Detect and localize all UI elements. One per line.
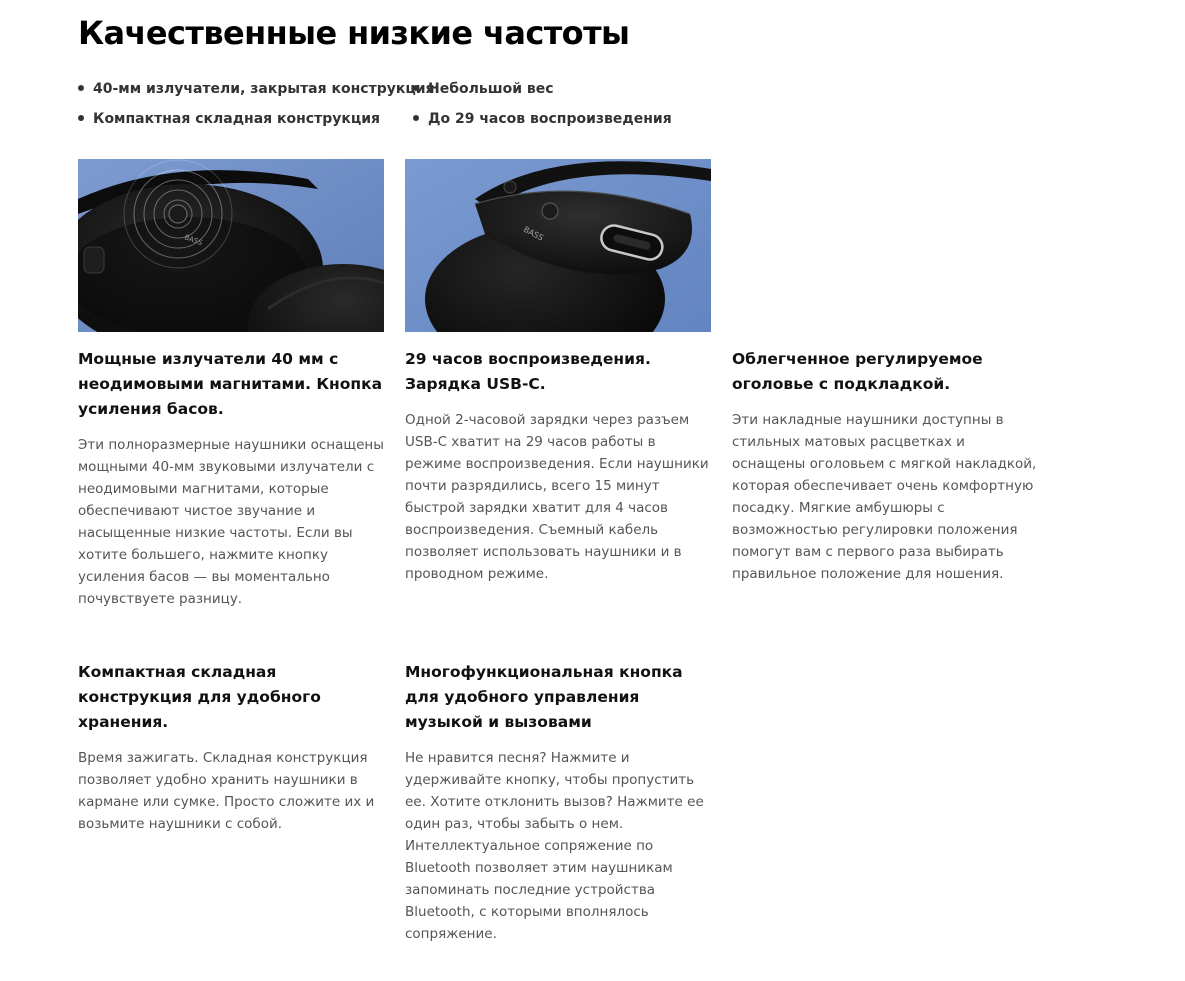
feature-card-headband xyxy=(732,347,1042,585)
feature-card-text: Эти накладные наушники доступны в стильных матовых расцветках и оснащены оголовьем с мягкой накладкой, которая обеспечивает очень комфортную посадку. Мягкие амбушюры с возможностью регулировки положения помогут вам с первого раза выбирать правильное положение для ношения. xyxy=(732,412,1037,582)
feature-card-multifunction-button xyxy=(405,660,715,945)
bass-label: BASS xyxy=(183,233,204,248)
feature-card-title: 29 часов воспроизведения. Зарядка USB-C. xyxy=(405,350,651,393)
feature-card-text: Время зажигать. Складная конструкция позволяет удобно хранить наушники в кармане или сумке. Просто сложите их и возьмите наушники с собой. xyxy=(78,750,375,832)
feature-card-title: Компактная складная конструкция для удобного хранения. xyxy=(78,663,321,731)
feature-bullet-battery: До 29 часов воспроизведения xyxy=(413,110,672,128)
feature-card-text: Одной 2-часовой зарядки через разъем USB-C хватит на 29 часов работы в режиме воспроизведения. Если наушники почти разрядились, всего 15 минут быстрой зарядки хватит для 4 часов воспроизведения. Съемный кабель позволяет использовать наушники и в проводном режиме. xyxy=(405,412,709,582)
bass-label-2: BASS xyxy=(522,224,545,243)
feature-bullet-weight: Небольшой вес xyxy=(413,80,554,98)
headphones-usb-c-port-photo xyxy=(405,159,711,332)
feature-card-title: Мощные излучатели 40 мм с неодимовыми магнитами. Кнопка усиления басов. xyxy=(78,350,383,418)
feature-bullet-foldable: Компактная складная конструкция xyxy=(78,110,380,128)
page-title: Качественные низкие частоты xyxy=(78,14,630,52)
feature-card-title: Многофункциональная кнопка для удобного управления музыкой и вызовами xyxy=(405,663,683,731)
feature-card-text: Эти полноразмерные наушники оснащены мощными 40-мм звуковыми излучатели с неодимовыми магнитами, которые обеспечивают чистое звучание и насыщенные низкие частоты. Если вы хотите большего, нажмите кнопку усиления басов — вы моментально почувствуете разницу. xyxy=(78,437,384,607)
feature-card-foldable xyxy=(78,660,388,835)
feature-card-battery xyxy=(405,347,715,585)
headphones-bass-button-photo xyxy=(78,159,384,332)
feature-card-text: Не нравится песня? Нажмите и удерживайте кнопку, чтобы пропустить ее. Хотите отклонить вызов? Нажмите ее один раз, чтобы забыть о нем. Интеллектуальное сопряжение по Bluetooth позволяет этим наушникам запоминать последние устройства Bluetooth, с которыми вполнялось сопряжение. xyxy=(405,750,704,942)
feature-card-title: Облегченное регулируемое оголовье с подкладкой. xyxy=(732,350,983,393)
feature-bullet-drivers: 40-мм излучатели, закрытая конструкция xyxy=(78,80,435,98)
feature-card-drivers xyxy=(78,347,388,610)
